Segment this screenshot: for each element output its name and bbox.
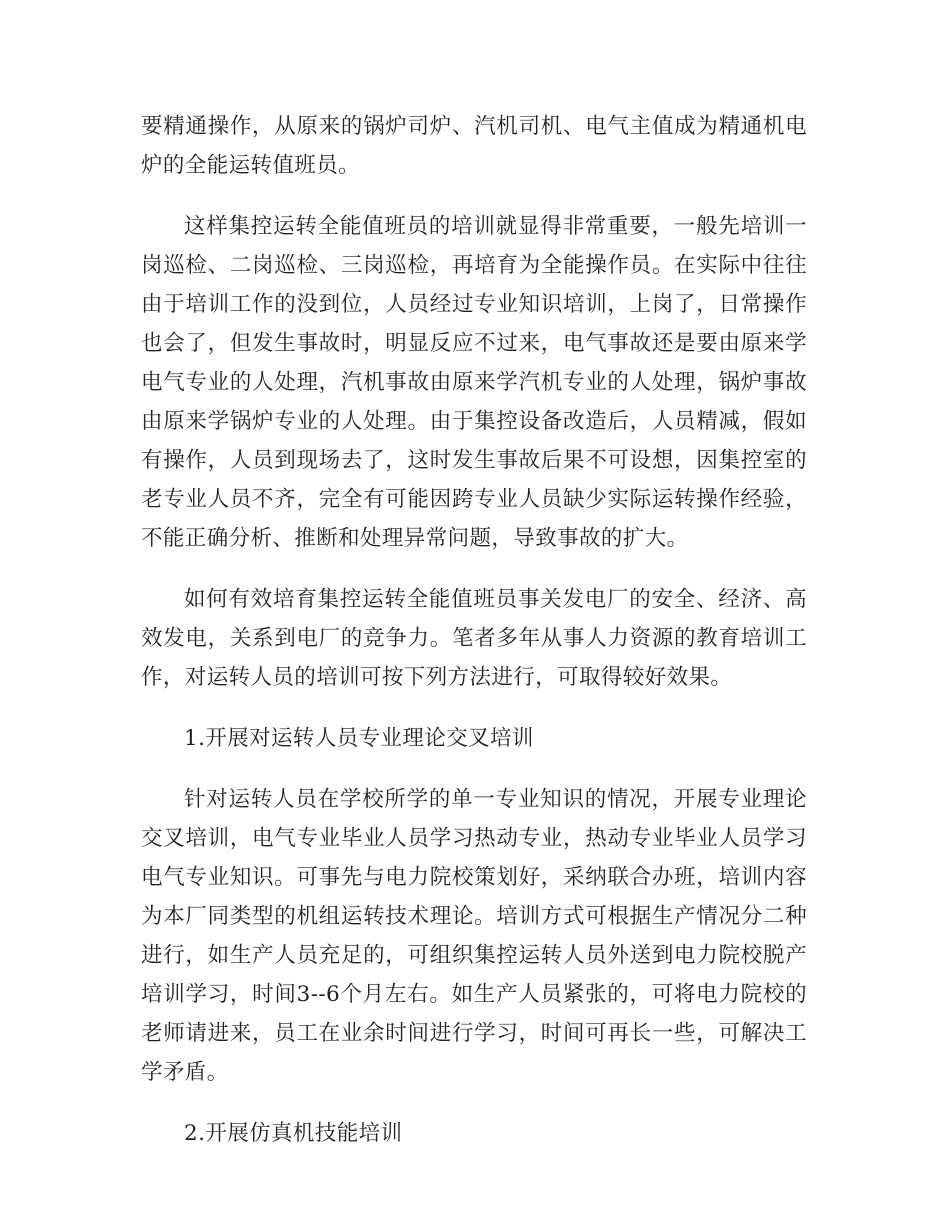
document-page (141, 107, 807, 1175)
section-heading-2: 2.开展仿真机技能培训 (184, 1121, 403, 1146)
section-heading-1: 1.开展对运转人员专业理论交叉培训 (184, 726, 534, 751)
paragraph-continuation: 要精通操作，从原来的锅炉司炉、汽机司机、电气主值成为精通机电炉的全能运转值班员。 (141, 114, 807, 178)
paragraph-effective-cultivation: 如何有效培育集控运转全能值班员事关发电厂的安全、经济、高效发电，关系到电厂的竞争力。笔者多年从事人力资源的教育培训工作，对运转人员的培训可按下列方法进行，可取得较好效果。 (141, 587, 807, 690)
paragraph-training-importance: 这样集控运转全能值班员的培训就显得非常重要，一般先培训一岗巡检、二岗巡检、三岗巡检，再培育为全能操作员。在实际中往往由于培训工作的没到位，人员经过专业知识培训，上岗了，日常操作也会了，但发生事故时，明显反应不过来，电气事故还是要由原来学电气专业的人处理，汽机事故由原来学汽机专业的人处理，锅炉事故由原来学锅炉专业的人处理。由于集控设备改造后，人员精减，假如有操作，人员到现场去了，这时发生事故后果不可设想，因集控室的老专业人员不齐，完全有可能因跨专业人员缺少实际运转操作经验，不能正确分析、推断和处理异常问题，导致事故的扩大。 (141, 214, 807, 551)
paragraph-cross-training: 针对运转人员在学校所学的单一专业知识的情况，开展专业理论交叉培训，电气专业毕业人员学习热动专业，热动专业毕业人员学习电气专业知识。可事先与电力院校策划好，采纳联合办班，培训内容为本厂同类型的机组运转技术理论。培训方式可根据生产情况分二种进行，如生产人员充足的，可组织集控运转人员外送到电力院校脱产培训学习，时间3--6个月左右。如生产人员紧张的，可将电力院校的老师请进来，员工在业余时间进行学习，时间可再长一些，可解决工学矛盾。 (141, 787, 807, 1085)
